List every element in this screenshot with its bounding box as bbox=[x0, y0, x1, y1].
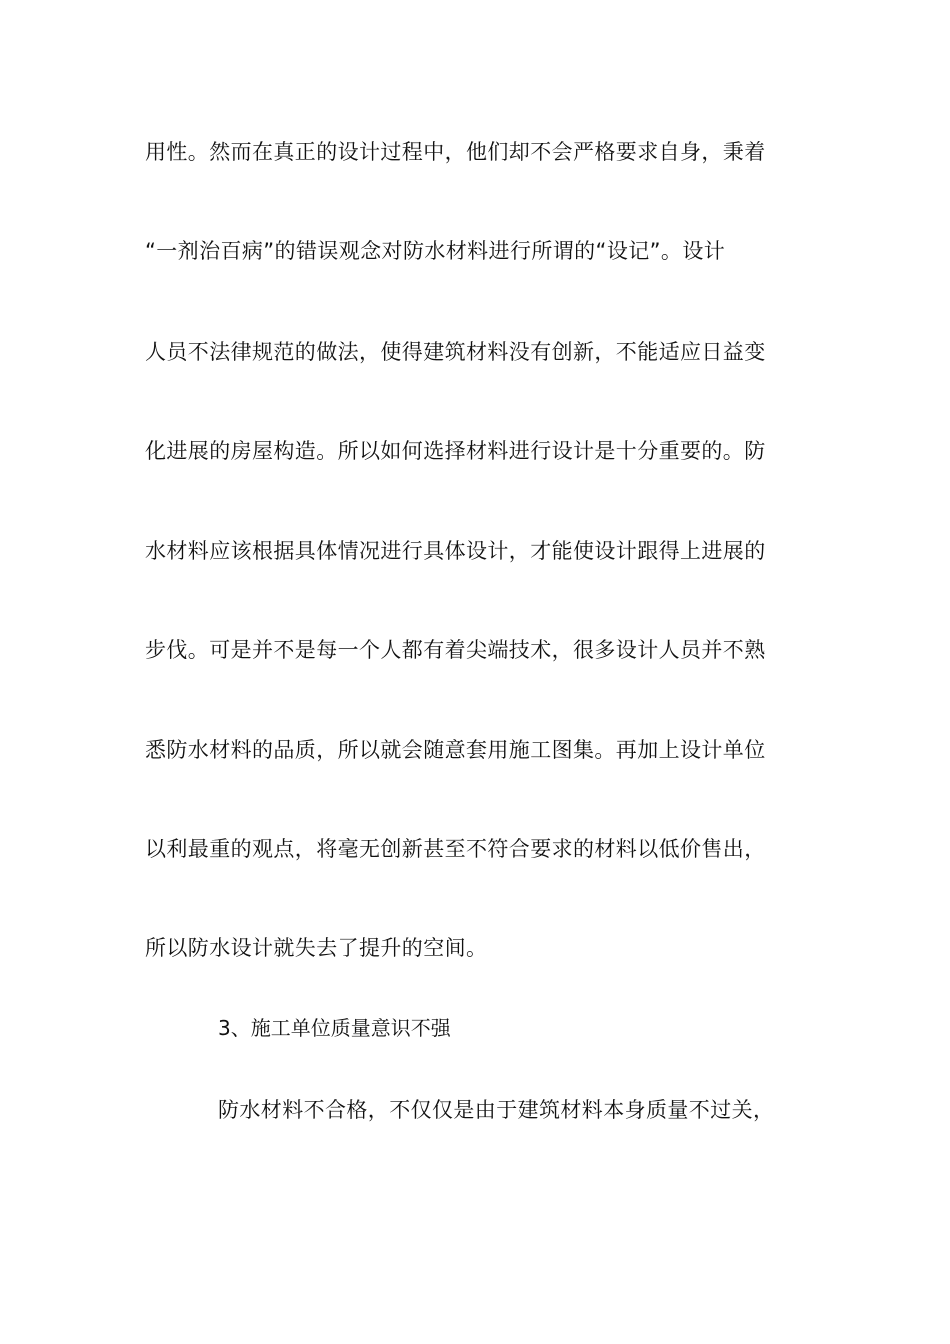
paragraph-line: 以利最重的观点，将毫无创新甚至不符合要求的材料以低价售出， bbox=[145, 837, 766, 861]
paragraph-line: “一剂治百病”的错误观念对防水材料进行所谓的“设记”。设计 bbox=[145, 239, 726, 263]
paragraph-line: 所以防水设计就失去了提升的空间。 bbox=[145, 936, 488, 960]
paragraph-line: 水材料应该根据具体情况进行具体设计，才能使设计跟得上进展的 bbox=[145, 539, 766, 563]
paragraph-line: 悉防水材料的品质，所以就会随意套用施工图集。再加上设计单位 bbox=[145, 738, 766, 762]
paragraph-line: 人员不法律规范的做法，使得建筑材料没有创新，不能适应日益变 bbox=[145, 340, 766, 364]
paragraph-line: 化进展的房屋构造。所以如何选择材料进行设计是十分重要的。防 bbox=[145, 439, 766, 463]
section-heading: 3、施工单位质量意识不强 bbox=[218, 1016, 451, 1040]
paragraph-first-line: 防水材料不合格，不仅仅是由于建筑材料本身质量不过关， bbox=[218, 1098, 775, 1122]
paragraph-line: 步伐。可是并不是每一个人都有着尖端技术，很多设计人员并不熟 bbox=[145, 638, 766, 662]
paragraph-line: 用性。然而在真正的设计过程中，他们却不会严格要求自身，秉着 bbox=[145, 140, 766, 164]
